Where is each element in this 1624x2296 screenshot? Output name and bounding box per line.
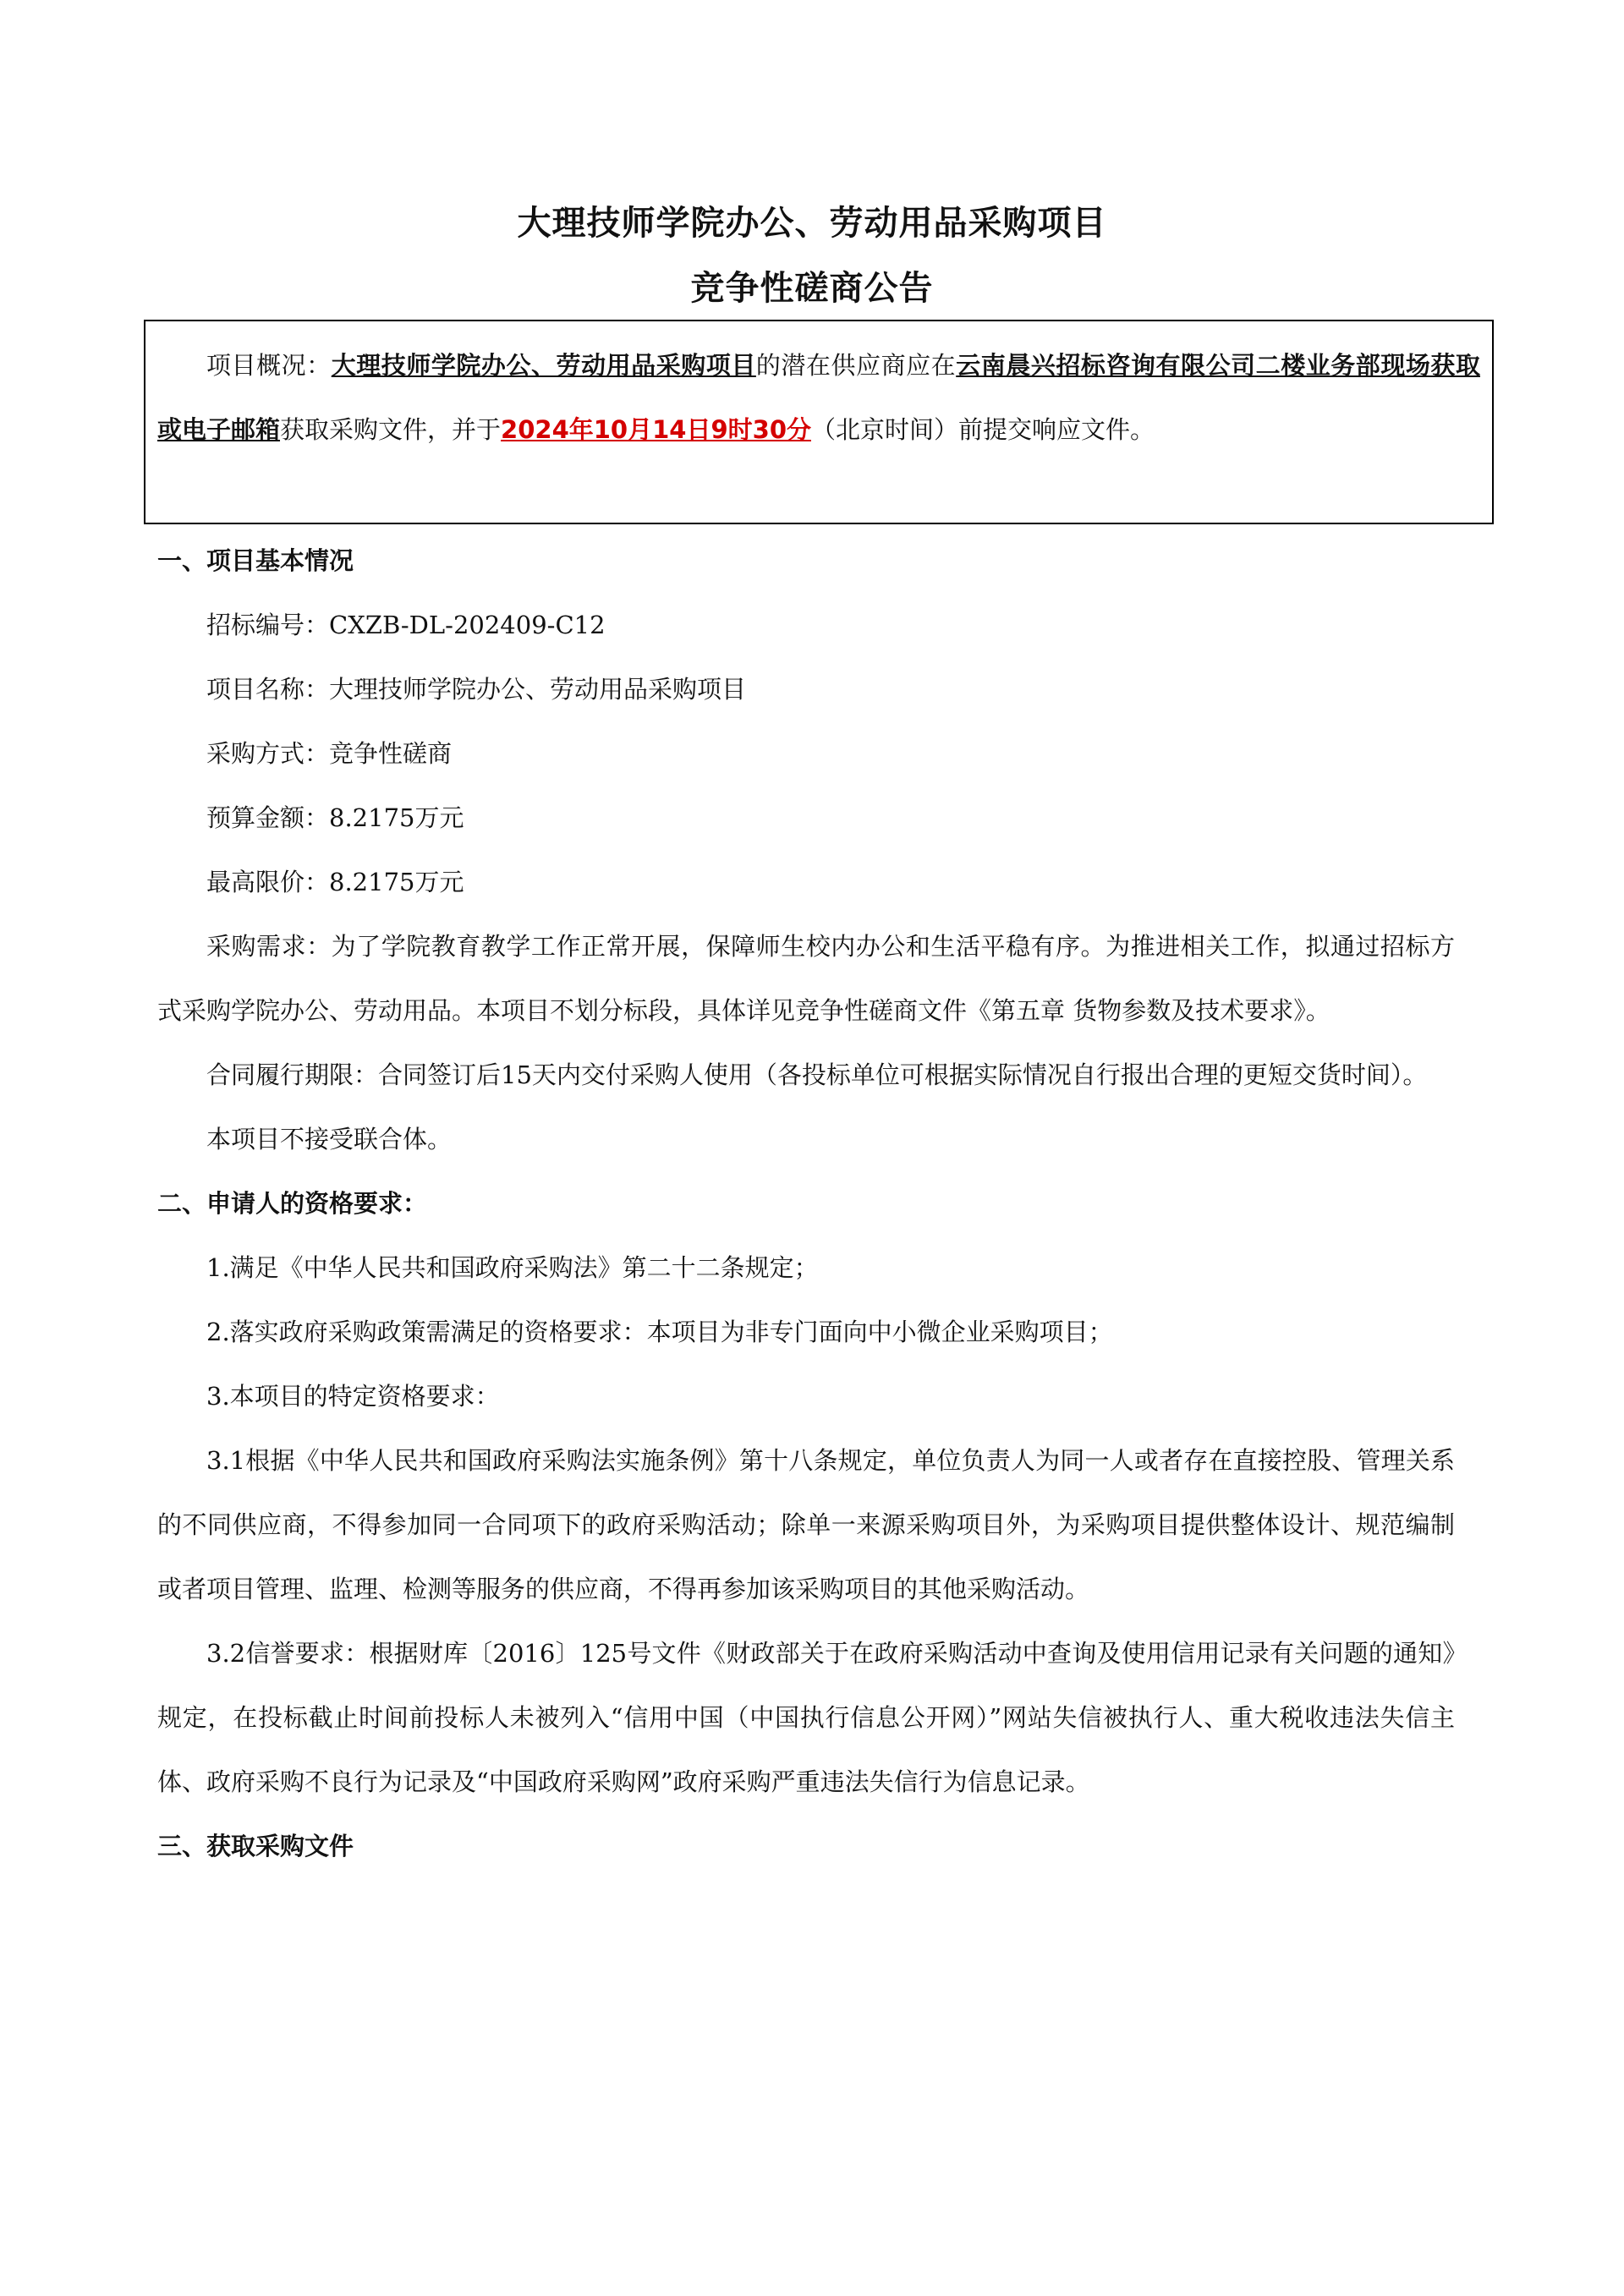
max-price: 最高限价：8.2175万元 <box>206 868 464 896</box>
section-3-heading: 三、获取采购文件 <box>157 1832 354 1860</box>
qualification-item-3-2: 3.2信誉要求：根据财库〔2016〕125号文件《财政部关于在政府采购活动中查询及使用信用记录有关问题的通知》规定，在投标截止时间前投标人未被列入“信用中国（中国执行信息公开网）”网站失信被执行人、重大税收违法失信主体、政府采购不良行为记录及“中国政府采购网”政府采购严重违法失信行为信息记录。 <box>157 1639 1455 1796</box>
project-overview-paragraph <box>157 333 1480 462</box>
tender-number: 招标编号：CXZB-DL-202409-C12 <box>206 611 606 639</box>
page-subtitle: 竞争性磋商公告 <box>690 269 934 308</box>
overview-project-name: 大理技师学院办公、劳动用品采购项目 <box>331 351 756 380</box>
overview-text-1: 的潜在供应商应在 <box>755 351 957 380</box>
procurement-method: 采购方式：竞争性磋商 <box>206 739 453 768</box>
contract-period: 合同履行期限：合同签订后15天内交付采购人使用（各投标单位可根据实际情况自行报出合理的更短交货时间）。 <box>206 1060 1428 1089</box>
section-2-heading: 二、申请人的资格要求： <box>157 1189 428 1218</box>
overview-text-2: 获取采购文件，并于 <box>280 415 502 444</box>
section-1-heading: 一、项目基本情况 <box>157 546 354 575</box>
project-name: 项目名称：大理技师学院办公、劳动用品采购项目 <box>206 675 747 704</box>
budget-amount: 预算金额：8.2175万元 <box>206 803 464 832</box>
procurement-demand: 采购需求：为了学院教育教学工作正常开展，保障师生校内办公和生活平稳有序。为推进相关工作，拟通过招标方式采购学院办公、劳动用品。本项目不划分标段，具体详见竞争性磋商文件《第五章 货物参数及技术要求》。 <box>157 932 1455 1025</box>
qualification-item-3-1: 3.1根据《中华人民共和国政府采购法实施条例》第十八条规定，单位负责人为同一人或者存在直接控股、管理关系的不同供应商，不得参加同一合同项下的政府采购活动；除单一来源采购项目外，为采购项目提供整体设计、规范编制或者项目管理、监理、检测等服务的供应商，不得再参加该采购项目的其他采购活动。 <box>157 1446 1455 1603</box>
overview-label: 项目概况： <box>206 351 332 380</box>
qualification-item-2: 2.落实政府采购政策需满足的资格要求：本项目为非专门面向中小微企业采购项目； <box>206 1318 1113 1346</box>
qualification-item-3: 3.本项目的特定资格要求： <box>206 1382 500 1411</box>
document-body <box>157 529 1455 1878</box>
overview-location: 云南晨兴招标咨询有限公司二楼业务部现场获取或电子邮箱 <box>157 351 1480 444</box>
overview-deadline: 2024年10月14日9时30分 <box>501 415 811 444</box>
consortium-note: 本项目不接受联合体。 <box>206 1125 453 1153</box>
project-overview-box <box>144 320 1494 524</box>
overview-text-3: （北京时间）前提交响应文件。 <box>811 415 1155 444</box>
qualification-item-1: 1.满足《中华人民共和国政府采购法》第二十二条规定； <box>206 1253 819 1282</box>
page-title: 大理技师学院办公、劳动用品采购项目 <box>517 204 1107 243</box>
